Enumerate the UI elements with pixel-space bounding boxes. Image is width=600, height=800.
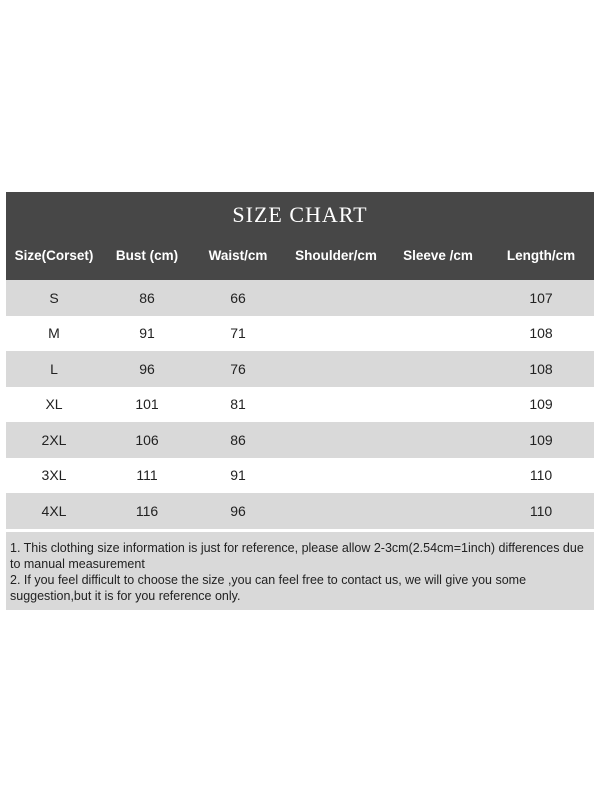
table-row	[6, 493, 594, 529]
cell-waist: 96	[230, 502, 246, 519]
column-header-length: Length/cm	[506, 247, 576, 263]
cell-bust: 106	[135, 431, 159, 448]
size-chart-header	[6, 192, 594, 280]
cell-length: 109	[529, 396, 553, 413]
cell-bust: 86	[139, 289, 155, 306]
cell-length: 110	[529, 467, 553, 484]
note-text: 2. If you feel difficult to choose the size ,you can feel free to contact us, we will give you some suggestion,but it is for you reference only.	[10, 572, 527, 603]
column-header-shoulder: Shoulder/cm	[295, 247, 377, 263]
cell-length: 108	[529, 325, 553, 342]
table-row	[6, 458, 594, 494]
size-chart-title: SIZE CHART	[232, 202, 368, 227]
note-text: 1. This clothing size information is just for reference, please allow 2-3cm(2.54cm=1inch) differences due to manual measurement	[10, 540, 584, 571]
cell-length: 109	[529, 431, 553, 448]
cell-waist: 86	[230, 431, 246, 448]
column-header-size: Size(Corset)	[14, 247, 94, 263]
cell-size: XL	[45, 396, 63, 413]
column-header-waist: Waist/cm	[208, 247, 268, 263]
table-row	[6, 280, 594, 316]
cell-size: 2XL	[41, 431, 67, 448]
column-header-sleeve: Sleeve /cm	[403, 247, 473, 263]
cell-length: 108	[529, 360, 553, 377]
cell-size: L	[50, 360, 58, 377]
cell-size: 4XL	[41, 502, 67, 519]
cell-waist: 71	[230, 325, 246, 342]
cell-bust: 111	[136, 467, 158, 484]
cell-size: M	[48, 325, 60, 342]
size-chart	[6, 192, 594, 610]
cell-waist: 76	[230, 360, 246, 377]
cell-bust: 101	[135, 396, 159, 413]
table-row	[6, 422, 594, 458]
cell-waist: 66	[230, 289, 246, 306]
table-row	[6, 351, 594, 387]
cell-length: 107	[529, 289, 553, 306]
cell-size: 3XL	[41, 467, 67, 484]
cell-bust: 96	[139, 360, 155, 377]
cell-length: 110	[529, 502, 553, 519]
cell-waist: 91	[230, 467, 246, 484]
cell-waist: 81	[230, 396, 246, 413]
cell-bust: 116	[135, 502, 159, 519]
size-notes	[6, 532, 594, 610]
table-row	[6, 387, 594, 423]
column-headers	[6, 242, 594, 268]
cell-size: S	[49, 289, 59, 306]
column-header-bust: Bust (cm)	[115, 247, 179, 263]
cell-bust: 91	[139, 325, 155, 342]
table-row	[6, 316, 594, 352]
